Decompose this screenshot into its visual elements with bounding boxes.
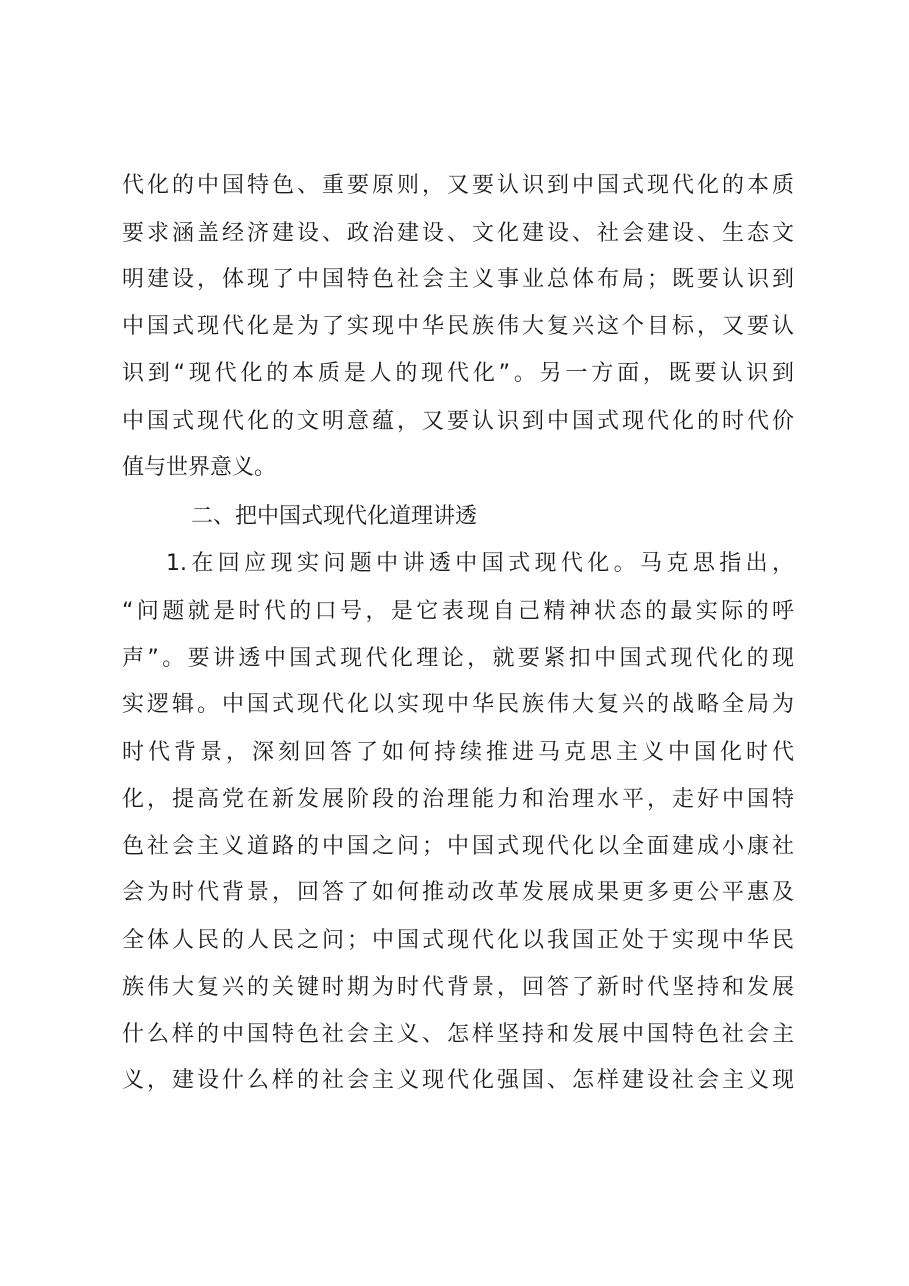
text-line: 族伟大复兴的关键时期为时代背景，回答了新时代坚持和发展 — [122, 975, 794, 1000]
text-line: 中国式现代化是为了实现中华民族伟大复兴这个目标，又要认 — [122, 314, 794, 339]
text-line: 要求涵盖经济建设、政治建设、文化建设、社会建设、生态文 — [122, 221, 794, 246]
text-line: 什么样的中国特色社会主义、怎样坚持和发展中国特色社会主 — [122, 1022, 794, 1047]
text-line: 时代背景，深刻回答了如何持续推进马克思主义中国化时代 — [122, 740, 794, 765]
text-line: 识到“现代化的本质是人的现代化”。另一方面，既要认识到 — [122, 361, 794, 386]
text-line: 实逻辑。中国式现代化以实现中华民族伟大复兴的战略全局为 — [122, 692, 794, 717]
text-line: 代化的中国特色、重要原则，又要认识到中国式现代化的本质 — [122, 173, 794, 198]
text-line: 值与世界意义。 — [122, 455, 277, 480]
text-line: 明建设，体现了中国特色社会主义事业总体布局；既要认识到 — [122, 267, 794, 292]
text-line: 色社会主义道路的中国之问；中国式现代化以全面建成小康社 — [122, 834, 794, 859]
text-line: 义，建设什么样的社会主义现代化强国、怎样建设社会主义现 — [122, 1068, 794, 1093]
paragraph-first-line: 1.在回应现实问题中讲透中国式现代化。马克思指出， — [166, 551, 794, 576]
text-line: 中国式现代化的文明意蕴，又要认识到中国式现代化的时代价 — [122, 409, 794, 434]
text-line: 声”。要讲透中国式现代化理论，就要紧扣中国式现代化的现 — [122, 646, 794, 671]
text-line: 会为时代背景，回答了如何推动改革发展成果更多更公平惠及 — [122, 880, 794, 905]
text-line: 化，提高党在新发展阶段的治理能力和治理水平，走好中国特 — [122, 787, 794, 812]
section-heading: 二、把中国式现代化道理讲透 — [191, 504, 478, 529]
text-line: 全体人民的人民之问；中国式现代化以我国正处于实现中华民 — [122, 928, 794, 953]
text-line: “问题就是时代的口号，是它表现自己精神状态的最实际的呼 — [122, 599, 794, 624]
